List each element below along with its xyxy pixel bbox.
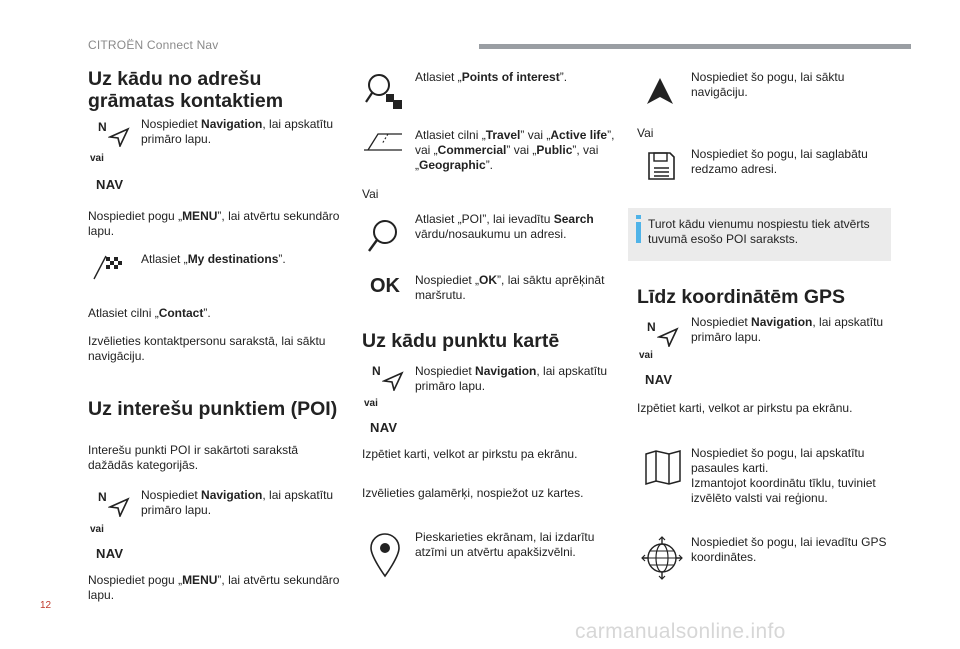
contact-tab-text: Atlasiet cilni „Contact”. [88, 306, 211, 320]
menu-instruction: Nospiediet pogu „MENU”, lai atvērtu sekundāro lapu. [88, 573, 340, 602]
world-map-text: Nospiediet šo pogu, lai apskatītu pasaules karti. Izmantojot koordinātu tīklu, tuviniet izvēlēto valsti vai reģionu. [691, 446, 876, 505]
vai-label: vai [364, 398, 378, 409]
start-navigation-arrow-icon [645, 76, 675, 106]
info-text: Turot kādu vienumu nospiestu tiek atvērts tuvumā esošo POI saraksts. [648, 217, 870, 246]
navigation-button-icon: N [370, 364, 410, 414]
press-navigation-text: Nospiediet Navigation, lai apskatītu primāro lapu. [141, 488, 334, 517]
navigation-button-icon: N [96, 490, 136, 540]
header-rule [479, 44, 911, 49]
category-tabs-text: Atlasiet cilni „Travel” vai „Active life”, vai „Commercial” vai „Public”, vai „Geographic”. [415, 128, 615, 172]
ok-button-icon: OK [370, 275, 400, 297]
map-pin-icon [368, 532, 402, 578]
press-navigation-text: Nospiediet Navigation, lai apskatītu primāro lapu. [141, 117, 334, 146]
press-navigation-text: Nospiediet Navigation, lai apskatītu primāro lapu. [415, 364, 608, 393]
scroll-map-text: Izpētiet karti, velkot ar pirkstu pa ekrānu. [362, 447, 578, 461]
tabs-icon [362, 130, 406, 154]
menu-instruction: Nospiediet pogu „MENU”, lai atvērtu sekundāro lapu. [88, 209, 340, 238]
gps-coordinates-text: Nospiediet šo pogu, lai ievadītu GPS koordinātes. [691, 535, 887, 564]
info-icon [636, 215, 641, 243]
page-number: 12 [40, 600, 52, 611]
choose-contact-text: Izvēlieties kontaktpersonu sarakstā, lai sāktu navigāciju. [88, 334, 326, 363]
choose-destination-text: Izvēlieties galamērķi, nospiežot uz kartes. [362, 486, 584, 500]
poi-search-icon [364, 72, 404, 110]
search-poi-text: Atlasiet „POI”, lai ievadītu Search vārdu/nosaukumu un adresi. [415, 212, 594, 241]
vai-label: Vai [637, 126, 654, 140]
save-address-icon [646, 150, 676, 182]
poi-intro-text: Interešu punkti POI ir sakārtoti sarakstā dažādās kategorijās. [88, 443, 299, 472]
points-of-interest-text: Atlasiet „Points of interest”. [415, 70, 568, 84]
my-destinations-text: Atlasiet „My destinations”. [141, 252, 286, 266]
tap-screen-text: Pieskarieties ekrānam, lai izdarītu atzīmi un atvērtu apakšizvēlni. [415, 530, 595, 559]
scroll-map-text: Izpētiet karti, velkot ar pirkstu pa ekrānu. [637, 401, 853, 415]
nav-button-icon: NAV [370, 420, 398, 435]
start-navigation-text: Nospiediet šo pogu, lai sāktu navigāciju. [691, 70, 845, 99]
world-map-icon [643, 448, 683, 486]
press-navigation-text: Nospiediet Navigation, lai apskatītu primāro lapu. [691, 315, 884, 344]
navigation-button-icon: N [645, 320, 685, 370]
ok-calc-route-text: Nospiediet „OK”, lai sāktu aprēķināt maršrutu. [415, 273, 605, 302]
info-box [628, 208, 891, 261]
heading-poi: Uz interešu punktiem (POI) [88, 398, 338, 420]
vai-label: vai [639, 350, 653, 361]
nav-button-icon: NAV [96, 546, 124, 561]
heading-contacts: Uz kādu no adrešu grāmatas kontaktiem [88, 68, 284, 112]
vai-label: vai [90, 524, 104, 535]
heading-gps: Līdz koordinātēm GPS [637, 286, 846, 308]
watermark: carmanualsonline.info [575, 620, 786, 643]
navigation-button-icon: N [96, 120, 136, 170]
magnifier-icon [366, 218, 400, 254]
vai-label: vai [90, 153, 104, 164]
nav-button-icon: NAV [645, 372, 673, 387]
gps-globe-icon [641, 536, 683, 580]
manual-header-title: CITROËN Connect Nav [88, 38, 219, 52]
vai-label: Vai [362, 187, 379, 201]
save-address-text: Nospiediet šo pogu, lai saglabātu redzamo adresi. [691, 147, 868, 176]
nav-button-icon: NAV [96, 177, 124, 192]
heading-map-point: Uz kādu punktu kartē [362, 330, 560, 352]
checkered-flag-icon [92, 254, 126, 280]
